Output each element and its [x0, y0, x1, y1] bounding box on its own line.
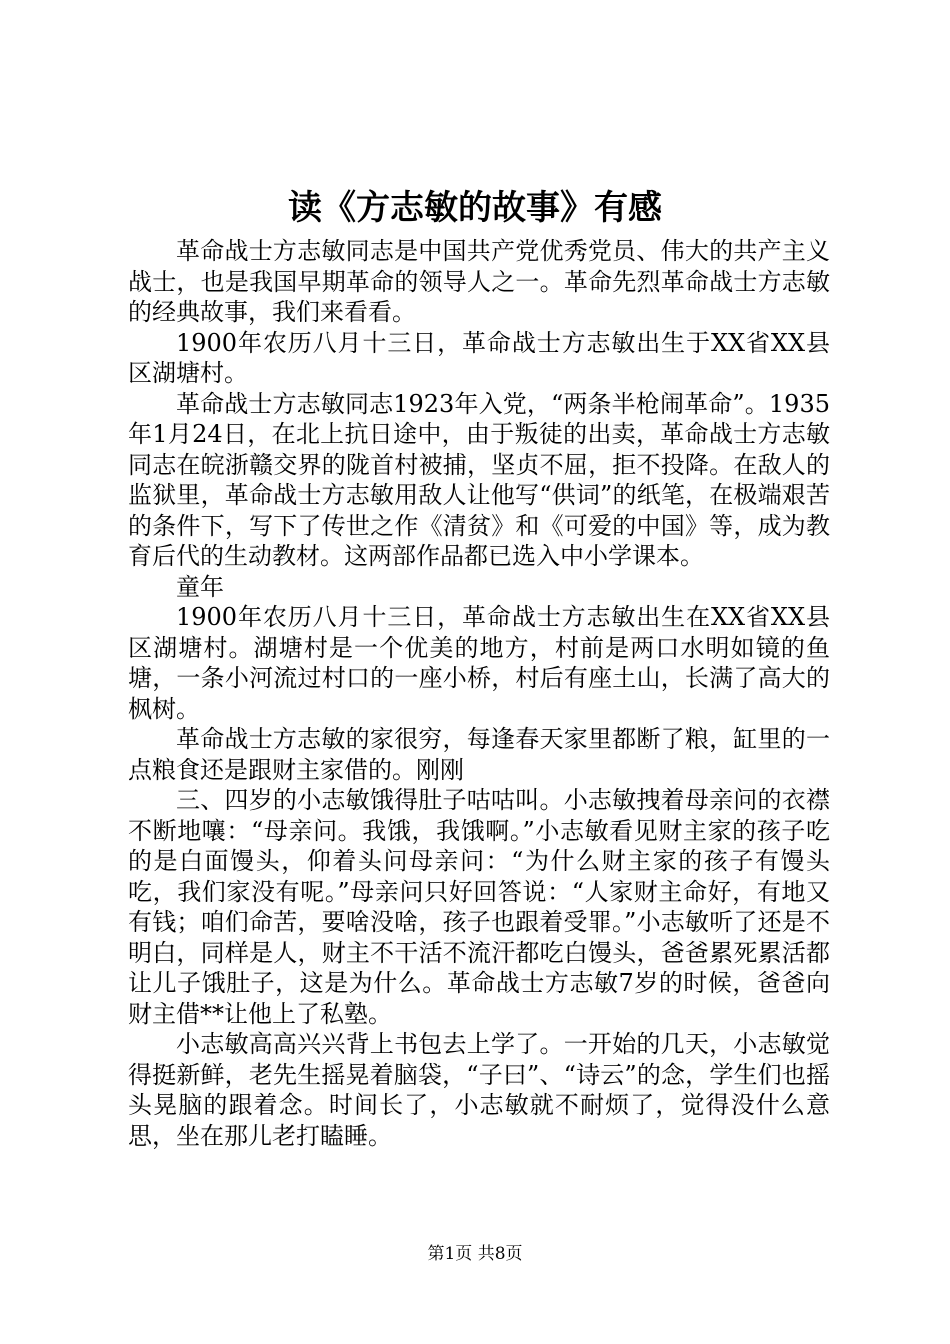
- page-footer: 第1页 共8页: [427, 1244, 523, 1264]
- paragraph: 小志敏高高兴兴背上书包去上学了。一开始的几天，小志敏觉得挺新鲜，老先生摇晃着脑袋，“子曰”、“诗云”的念，学生们也摇头晃脑的跟着念。时间长了，小志敏就不耐烦了，觉得没什么意思，坐在那儿老打瞌睡。: [128, 1030, 830, 1150]
- document-title: 读《方志敏的故事》有感: [288, 188, 662, 228]
- paragraph: 革命战士方志敏同志1923年入党，“两条半枪闹革命”。1935年1月24日，在北上抗日途中，由于叛徒的出卖，革命战士方志敏同志在皖浙赣交界的陇首村被捕，坚贞不屈，拒不投降。在敌人的监狱里，革命战士方志敏用敌人让他写“供词”的纸笔，在极端艰苦的条件下，写下了传世之作《清贫》和《可爱的中国》等，成为教育后代的生动教材。这两部作品都已选入中小学课本。: [128, 389, 830, 570]
- paragraph: 革命战士方志敏的家很穷，每逢春天家里都断了粮，缸里的一点粮食还是跟财主家借的。刚刚: [128, 725, 830, 784]
- document-body: [128, 236, 830, 1151]
- paragraph: 三、四岁的小志敏饿得肚子咕咕叫。小志敏拽着母亲问的衣襟不断地嚷：“母亲问。我饿，我饿啊。”小志敏看见财主家的孩子吃的是白面馒头，仰着头问母亲问：“为什么财主家的孩子有馒头吃，我们家没有呢。”母亲问只好回答说：“人家财主命好，有地又有钱；咱们命苦，要啥没啥，孩子也跟着受罪。”小志敏听了还是不明白，同样是人，财主不干活不流汗都吃白馒头，爸爸累死累活都让儿子饿肚子，这是为什么。革命战士方志敏7岁的时候，爸爸向财主借**让他上了私塾。: [128, 786, 830, 1028]
- paragraph: 1900年农历八月十三日，革命战士方志敏出生于XX省XX县区湖塘村。: [128, 328, 830, 387]
- section-heading: 童年: [176, 572, 224, 601]
- paragraph: 1900年农历八月十三日，革命战士方志敏出生在XX省XX县区湖塘村。湖塘村是一个优美的地方，村前是两口水明如镜的鱼塘，一条小河流过村口的一座小桥，村后有座土山，长满了高大的枫树。: [128, 603, 830, 723]
- paragraph: 革命战士方志敏同志是中国共产党优秀党员、伟大的共产主义战士，也是我国早期革命的领导人之一。革命先烈革命战士方志敏的经典故事，我们来看看。: [128, 237, 830, 326]
